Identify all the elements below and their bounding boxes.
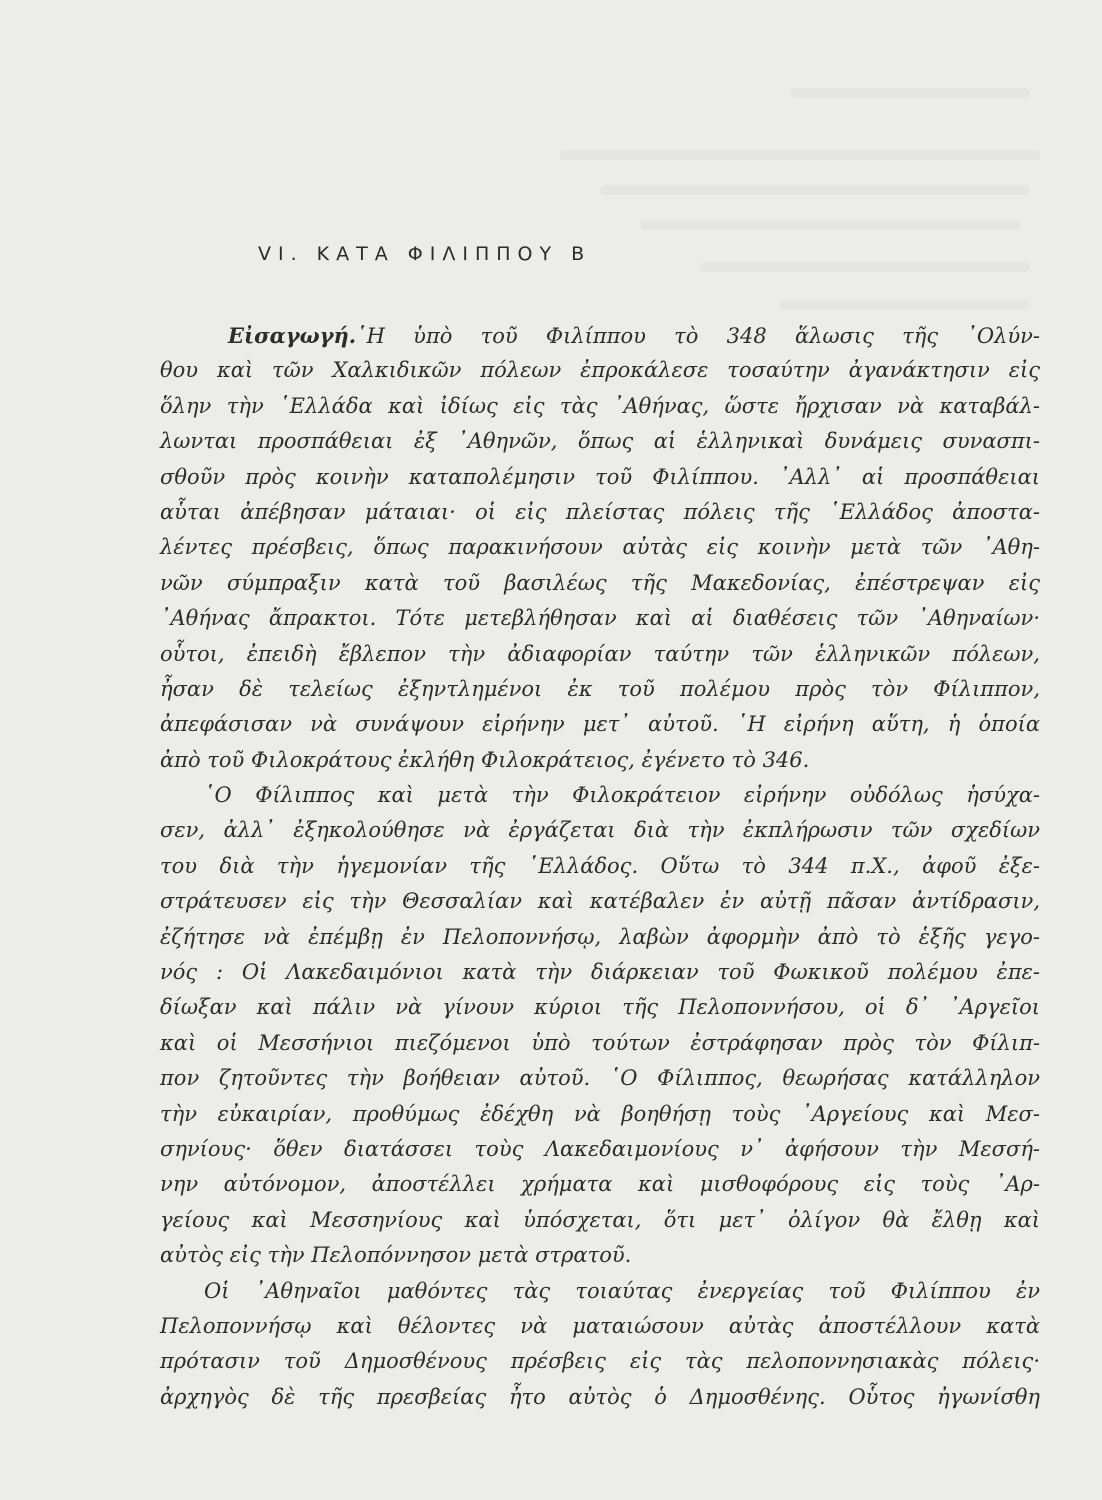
text-line: του διὰ τὴν ἡγεμονίαν τῆς ῾Ελλάδος. Οὕτω τὸ 344 π.Χ., ἀφοῦ ἐξε- xyxy=(160,853,1040,878)
text-line: δίωξαν καὶ πάλιν νὰ γίνουν κύριοι τῆς Πελοποννήσου, οἱ δ᾿ ᾿Αργεῖοι xyxy=(160,995,1040,1020)
text-line: σθοῦν πρὸς κοινὴν καταπολέμησιν τοῦ Φιλίππου. ᾿Αλλ᾿ αἱ προσπάθειαι xyxy=(160,464,1040,489)
chapter-title: VI. ΚΑΤΑ ΦΙΛΙΠΠΟΥ Β xyxy=(258,243,592,265)
text-line: ῾Ο Φίλιππος καὶ μετὰ τὴν Φιλοκράτειον εἰρήνην οὐδόλως ἡσύχα- xyxy=(204,783,1040,808)
text-line: στράτευσεν εἰς τὴν Θεσσαλίαν καὶ κατέβαλεν ἐν αὐτῇ πᾶσαν ἀντίδρασιν, xyxy=(160,889,1040,914)
text-line: σηνίους· ὅθεν διατάσσει τοὺς Λακεδαιμονίους ν᾿ ἀφήσουν τὴν Μεσσή- xyxy=(160,1136,1040,1161)
text-line: ἀρχηγὸς δὲ τῆς πρεσβείας ἦτο αὐτὸς ὁ Δημοσθένης. Οὗτος ἠγωνίσθη xyxy=(160,1384,1040,1409)
text-line: οὗτοι, ἐπειδὴ ἔβλεπον τὴν ἀδιαφορίαν ταύτην τῶν ἑλληνικῶν πόλεων, xyxy=(160,641,1040,666)
text-line: πρότασιν τοῦ Δημοσθένους πρέσβεις εἰς τὰς πελοποννησιακὰς πόλεις· xyxy=(160,1349,1040,1374)
text-line: αὐτὸς εἰς τὴν Πελοπόννησον μετὰ στρατοῦ. xyxy=(160,1243,632,1268)
text-line: ἀπεφάσισαν νὰ συνάψουν εἰρήνην μετ᾿ αὐτοῦ. ῾Η εἰρήνη αὕτη, ἡ ὁποία xyxy=(160,712,1040,737)
text-line: λέντες πρέσβεις, ὅπως παρακινήσουν αὐτὰς εἰς κοινὴν μετὰ τῶν ᾿Αθη- xyxy=(160,535,1040,560)
text-line: νην αὐτόνομον, ἀποστέλλει χρήματα καὶ μισθοφόρους εἰς τοὺς ᾿Αρ- xyxy=(160,1172,1040,1197)
text-line: ἦσαν δὲ τελείως ἐξηντλημένοι ἐκ τοῦ πολέμου πρὸς τὸν Φίλιππον, xyxy=(160,676,1040,701)
text-line: τὴν εὐκαιρίαν, προθύμως ἐδέχθη νὰ βοηθήσῃ τοὺς ᾿Αργείους καὶ Μεσ- xyxy=(160,1101,1040,1126)
text-line: γείους καὶ Μεσσηνίους καὶ ὑπόσχεται, ὅτι μετ᾿ ὀλίγον θὰ ἔλθῃ καὶ xyxy=(160,1207,1040,1232)
text-line: Εἰσαγωγή.῾Η ὑπὸ τοῦ Φιλίππου τὸ 348 ἅλωσις τῆς ᾿Ολύν- xyxy=(228,323,1040,348)
text-line: λωνται προσπάθειαι ἐξ ᾿Αθηνῶν, ὅπως αἱ ἑλληνικαὶ δυνάμεις συνασπι- xyxy=(160,429,1040,454)
text-line: νῶν σύμπραξιν κατὰ τοῦ βασιλέως τῆς Μακεδονίας, ἐπέστρεψαν εἰς xyxy=(160,570,1040,595)
text-line: καὶ οἱ Μεσσήνιοι πιεζόμενοι ὑπὸ τούτων ἐστράφησαν πρὸς τὸν Φίλιπ- xyxy=(160,1030,1040,1055)
text-line: νός : Οἱ Λακεδαιμόνιοι κατὰ τὴν διάρκειαν τοῦ Φωκικοῦ πολέμου ἐπε- xyxy=(160,960,1040,985)
intro-heading: Εἰσαγωγή. xyxy=(228,323,357,348)
body-text xyxy=(160,318,1040,1415)
text-line: ᾿Αθήνας ἄπρακτοι. Τότε μετεβλήθησαν καὶ αἱ διαθέσεις τῶν ᾿Αθηναίων· xyxy=(160,606,1040,631)
text-line: σεν, ἀλλ᾿ ἐξηκολούθησε νὰ ἐργάζεται διὰ τὴν ἐκπλήρωσιν τῶν σχεδίων xyxy=(160,818,1040,843)
text-line: ἀπὸ τοῦ Φιλοκράτους ἐκλήθη Φιλοκράτειος, ἐγένετο τὸ 346. xyxy=(160,747,810,772)
text-line: Οἱ ᾿Αθηναῖοι μαθόντες τὰς τοιαύτας ἐνεργείας τοῦ Φιλίππου ἐν xyxy=(204,1278,1040,1303)
text-line: Πελοποννήσῳ καὶ θέλοντες νὰ ματαιώσουν αὐτὰς ἀποστέλλουν κατὰ xyxy=(160,1313,1040,1338)
text-line: ὅλην τὴν ῾Ελλάδα καὶ ἰδίως εἰς τὰς ᾿Αθήνας, ὥστε ἤρχισαν νὰ καταβάλ- xyxy=(160,393,1040,418)
text-line: πον ζητοῦντες τὴν βοήθειαν αὐτοῦ. ῾Ο Φίλιππος, θεωρήσας κατάλληλον xyxy=(160,1066,1040,1091)
text-line: αὗται ἀπέβησαν μάταιαι· οἱ εἰς πλείστας πόλεις τῆς ῾Ελλάδος ἀποστα- xyxy=(160,499,1040,524)
text-line: θου καὶ τῶν Χαλκιδικῶν πόλεων ἐπροκάλεσε τοσαύτην ἀγανάκτησιν εἰς xyxy=(160,358,1040,383)
text-line: ἐζήτησε νὰ ἐπέμβῃ ἐν Πελοποννήσῳ, λαβὼν ἀφορμὴν ἀπὸ τὸ ἑξῆς γεγο- xyxy=(160,924,1040,949)
